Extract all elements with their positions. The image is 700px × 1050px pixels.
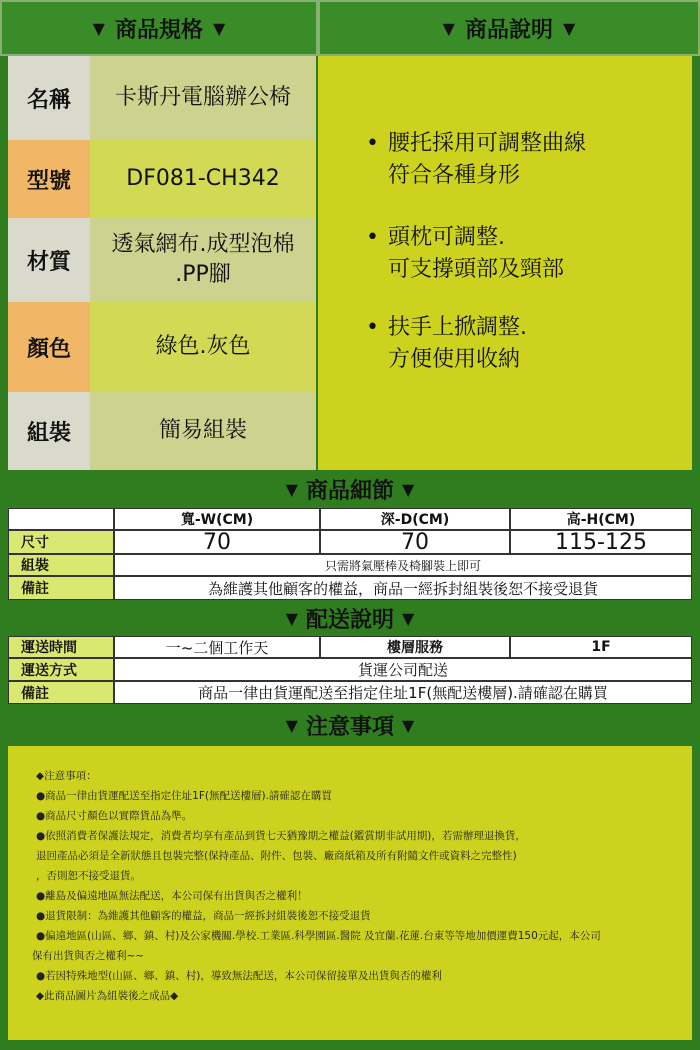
floor-service-label: 樓層服務 (320, 636, 510, 658)
spec-value: DF081-CH342 (90, 140, 316, 218)
spec-title: 商品規格 (114, 17, 203, 43)
shipping-method-value: 貨運公司配送 (114, 658, 692, 681)
spec-value-line: .PP腳 (175, 262, 231, 287)
triangle-down-icon: ▼ (442, 18, 455, 38)
triangle-down-icon: ▼ (285, 715, 298, 735)
triangle-down-icon: ▼ (92, 18, 105, 38)
description-line: 腰托採用可調整曲線 (388, 131, 587, 156)
table-corner (8, 508, 114, 530)
notice-line: 退回產品必須是全新狀態且包裝完整(保持產品、附件、包裝、廠商紙箱及所有附隨文件或資料之完整性) (36, 850, 517, 862)
spec-value (90, 218, 316, 302)
triangle-down-icon: ▼ (285, 608, 298, 628)
triangle-down-icon: ▼ (563, 18, 576, 38)
description-line: 方便使用收納 (388, 347, 521, 372)
triangle-down-icon: ▼ (402, 608, 415, 628)
notice-line: ●偏遠地區(山區、鄉、鎮、村)及公家機關.學校.工業區.科學園區.醫院 及宜蘭.花蓮.台東等等地加價運費150元起，本公司 (36, 930, 601, 942)
description-line: 頭枕可調整. (388, 225, 505, 250)
description-line: 符合各種身形 (388, 163, 521, 188)
notice-line: 保有出貨與否之權利~~ (32, 950, 145, 962)
bullet-icon: • (366, 225, 379, 250)
assembly-value: 只需將氣壓棒及椅腳裝上即可 (114, 554, 692, 576)
spec-header (0, 0, 318, 56)
spec-row-model (8, 140, 316, 218)
description-title: 商品說明 (464, 17, 553, 43)
bullet-icon: • (366, 131, 379, 156)
triangle-down-icon: ▼ (285, 479, 298, 499)
notice-line: ，否則恕不接受退貨。 (36, 870, 141, 882)
row-label: 備註 (8, 681, 114, 704)
row-label: 運送時間 (8, 636, 114, 658)
spec-key: 組裝 (8, 392, 90, 470)
spec-value: 綠色.灰色 (90, 302, 316, 392)
size-depth: 70 (320, 530, 510, 554)
notice-line: ●依照消費者保護法規定，消費者均享有產品到貨七天猶豫期之權益(鑑賞期非試用期)，若需辦理退換貨， (36, 830, 526, 842)
details-table (8, 508, 692, 600)
notice-line: ●商品一律由貨運配送至指定住址1F(無配送樓層).請確認在購買 (36, 790, 332, 802)
notices-title: 注意事項 (305, 714, 394, 740)
bullet-icon: • (366, 315, 379, 340)
size-width: 70 (114, 530, 320, 554)
notice-line: ◆此商品圖片為組裝後之成品◆ (36, 990, 179, 1002)
shipping-section-header (0, 602, 700, 634)
shipping-title: 配送說明 (305, 607, 394, 633)
spec-row-material (8, 218, 316, 302)
spec-row-assembly (8, 392, 316, 470)
row-label: 運送方式 (8, 658, 114, 681)
column-header: 深-D(CM) (320, 508, 510, 530)
spec-key: 型號 (8, 140, 90, 218)
notice-line: ●商品尺寸顏色以實際貨品為準。 (36, 810, 193, 822)
spec-row-name (8, 56, 316, 140)
spec-value: 卡斯丹電腦辦公椅 (90, 56, 316, 140)
spec-key: 顏色 (8, 302, 90, 392)
notices-section-header (0, 706, 700, 744)
triangle-down-icon: ▼ (213, 18, 226, 38)
size-height: 115-125 (510, 530, 692, 554)
details-note-value: 為維護其他顧客的權益，商品一經拆封組裝後恕不接受退貨 (114, 576, 692, 600)
details-title: 商品細節 (305, 478, 394, 504)
notice-line: ●若因特殊地型(山區、鄉、鎮、村)，導致無法配送，本公司保留接單及出貨與否的權利 (36, 970, 442, 982)
spec-table (8, 56, 316, 470)
description-line: 可支撐頭部及頸部 (388, 257, 565, 282)
description-header (318, 0, 700, 56)
details-section-header (0, 472, 700, 506)
row-label: 組裝 (8, 554, 114, 576)
triangle-down-icon: ▼ (402, 715, 415, 735)
notice-line: ●離島及偏遠地區無法配送，本公司保有出貨與否之權利！ (36, 890, 308, 902)
notices-panel (8, 746, 692, 1040)
shipping-note-value: 商品一律由貨運配送至指定住址1F(無配送樓層).請確認在購買 (114, 681, 692, 704)
spec-row-color (8, 302, 316, 392)
column-header: 寬-W(CM) (114, 508, 320, 530)
spec-key: 材質 (8, 218, 90, 302)
notice-line: ◆注意事項： (36, 770, 97, 782)
column-header: 高-H(CM) (510, 508, 692, 530)
row-label: 備註 (8, 576, 114, 600)
row-label: 尺寸 (8, 530, 114, 554)
spec-value: 簡易組裝 (90, 392, 316, 470)
shipping-table (8, 636, 692, 704)
floor-service-value: 1F (510, 636, 692, 658)
triangle-down-icon: ▼ (402, 479, 415, 499)
shipping-time-value: 一~二個工作天 (114, 636, 320, 658)
description-panel (318, 56, 692, 470)
notice-line: ●退貨限制：為維護其他顧客的權益，商品一經拆封組裝後恕不接受退貨 (36, 910, 371, 922)
spec-value-line: 透氣網布.成型泡棉 (111, 232, 295, 257)
spec-key: 名稱 (8, 56, 90, 140)
description-line: 扶手上掀調整. (388, 315, 527, 340)
